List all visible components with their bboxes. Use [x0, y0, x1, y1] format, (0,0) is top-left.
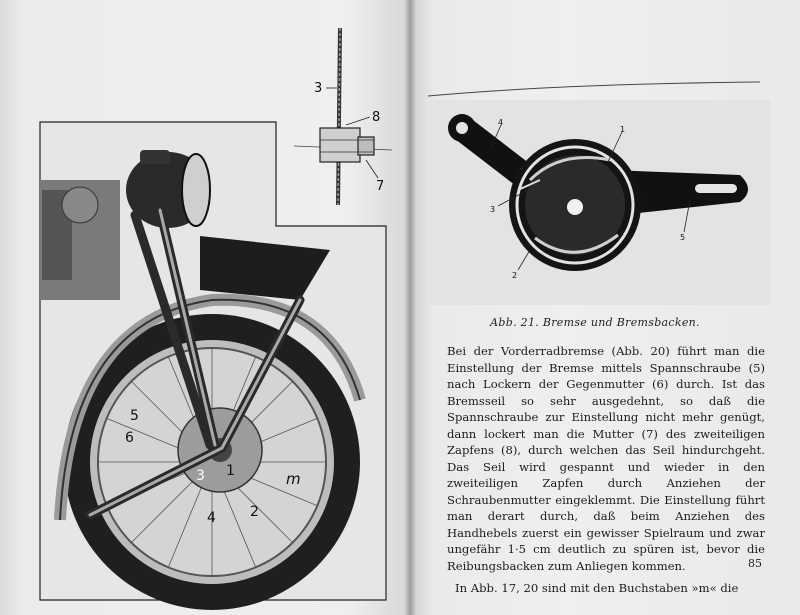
wheel-label-5: 5: [130, 408, 139, 424]
wheel-label-3: 3: [196, 468, 205, 484]
detail-label-7: 7: [376, 179, 385, 194]
brake-plate-illustration: [410, 0, 800, 315]
brake-label-4: 4: [498, 118, 504, 127]
brake-label-5: 5: [680, 233, 686, 242]
paragraph: Bei der Vorderradbremse (Abb. 20) führt man die Einstellung der Bremse mittels Spannschraube (5) nach Lockern der Gegenmutter (6) durch. Ist das Bremsseil so sehr ausgedehnt, so daß die Spannschraube zur Einstellung nicht mehr genügt, dann lockert man die Mutter (7) des zweiteiligen Zapfens (8), durch welchen das Seil hindurchgeht. Das Seil wird gespannt und wieder in den zweiteiligen Zapfen durch Anziehen der Schraubenmutter eingeklemmt. Die Einstellung führt man derart durch, daß beim Anziehen des Handhebels zuerst ein gewisser Spielraum und zwar ungefähr 1·5 cm deutlich zu spüren ist, bevor die Reibungsbacken zum Anliegen kommen.: [447, 344, 765, 573]
cable-clamp-detail: [294, 28, 392, 205]
brake-label-1: 1: [620, 125, 626, 134]
figure-caption: Abb. 21. Bremse und Bremsbacken.: [490, 316, 700, 329]
wheel-label-4: 4: [207, 510, 216, 526]
brake-label-3: 3: [490, 205, 496, 214]
wheel-label-2: 2: [250, 504, 259, 520]
wheel-label-6: 6: [125, 430, 134, 446]
body-text: [447, 343, 765, 597]
detail-label-8: 8: [372, 110, 381, 125]
detail-label-3: 3: [314, 81, 323, 96]
continuation-line: In Abb. 17, 20 sind mit den Buchstaben »m« die: [455, 581, 739, 595]
brake-label-2: 2: [512, 271, 518, 280]
page-number: 85: [748, 557, 762, 570]
wheel-label-1: 1: [226, 463, 235, 479]
wheel-label-m: m: [286, 470, 301, 488]
